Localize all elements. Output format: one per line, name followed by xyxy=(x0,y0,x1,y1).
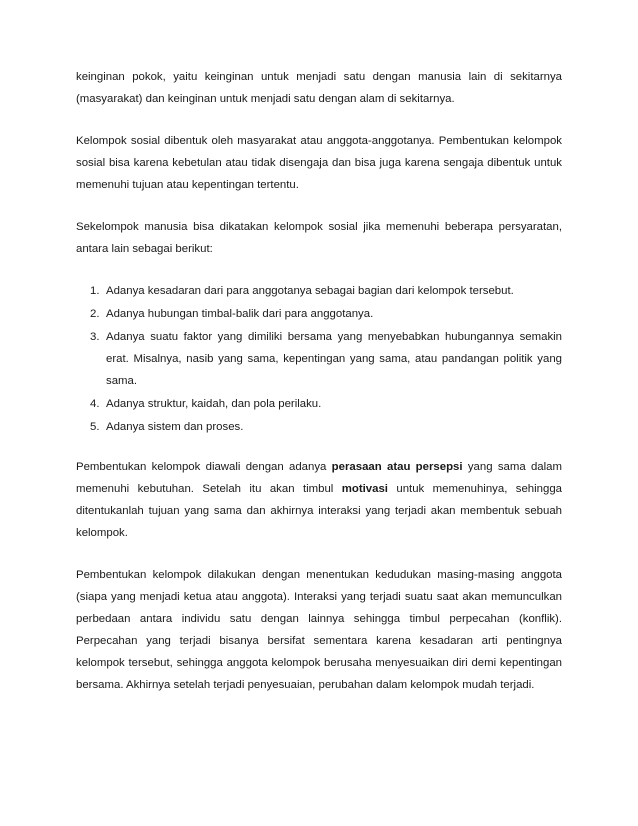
paragraph-kelompok-sosial: Kelompok sosial dibentuk oleh masyarakat atau anggota-anggotanya. Pembentukan kelompok sosial bisa karena kebetulan atau tidak disengaja dan bisa juga karena sengaja dibentuk untuk memenuhi tujuan atau kepentingan tertentu. xyxy=(76,135,562,191)
requirements-list xyxy=(76,280,562,438)
list-item-text: Adanya suatu faktor yang dimiliki bersama yang menyebabkan hubungannya semakin erat. Misalnya, nasib yang sama, kepentingan yang sama, atau pandangan politik yang sama. xyxy=(106,331,562,387)
list-item-number: 2. xyxy=(90,308,100,320)
paragraph-pembentukan-dilakukan: Pembentukan kelompok dilakukan dengan menentukan kedudukan masing-masing anggota (siapa yang menjadi ketua atau anggota). Interaksi yang terjadi suatu saat akan memunculkan perbedaan antara individu satu dengan lainnya sehingga timbul perpecahan (konflik). Perpecahan yang terjadi bisanya bersifat sementara karena kesadaran arti pentingnya kelompok tersebut, sehingga anggota kelompok berusaha menyesuaikan diri demi kepentingan bersama. Akhirnya setelah terjadi penyesuaian, perubahan dalam kelompok mudah terjadi. xyxy=(76,569,562,691)
paragraph-persyaratan: Sekelompok manusia bisa dikatakan kelompok sosial jika memenuhi beberapa persyaratan, antara lain sebagai berikut: xyxy=(76,221,562,255)
list-item-number: 4. xyxy=(90,398,100,410)
paragraph-text-part: yang sama dalam memenuhi kebutuhan. Setelah itu akan timbul xyxy=(76,461,562,495)
list-item-text: Adanya sistem dan proses. xyxy=(106,421,244,433)
paragraph-text-part: untuk memenuhinya, sehingga ditentukanlah tujuan yang sama dan akhirnya interaksi yang terjadi akan membentuk sebuah kelompok. xyxy=(76,483,562,539)
list-item xyxy=(90,280,562,302)
list-item xyxy=(90,393,562,415)
paragraph-text-part: Pembentukan kelompok diawali dengan adanya xyxy=(76,461,332,473)
list-item xyxy=(90,303,562,325)
paragraph-pembentukan-diawali xyxy=(76,456,562,544)
bold-term-perasaan: perasaan atau persepsi xyxy=(331,461,463,473)
list-item xyxy=(90,326,562,392)
list-item-text: Adanya struktur, kaidah, dan pola perilaku. xyxy=(106,398,322,410)
list-item-number: 5. xyxy=(90,421,100,433)
bold-term-motivasi: motivasi xyxy=(341,483,388,495)
list-item xyxy=(90,416,562,438)
list-item-number: 3. xyxy=(90,331,100,343)
document-page xyxy=(76,66,562,716)
list-item-text: Adanya kesadaran dari para anggotanya sebagai bagian dari kelompok tersebut. xyxy=(106,285,514,297)
paragraph-intro-continuation: keinginan pokok, yaitu keinginan untuk menjadi satu dengan manusia lain di sekitarnya (masyarakat) dan keinginan untuk menjadi satu dengan alam di sekitarnya. xyxy=(76,71,562,105)
list-item-number: 1. xyxy=(90,285,100,297)
list-item-text: Adanya hubungan timbal-balik dari para anggotanya. xyxy=(106,308,374,320)
